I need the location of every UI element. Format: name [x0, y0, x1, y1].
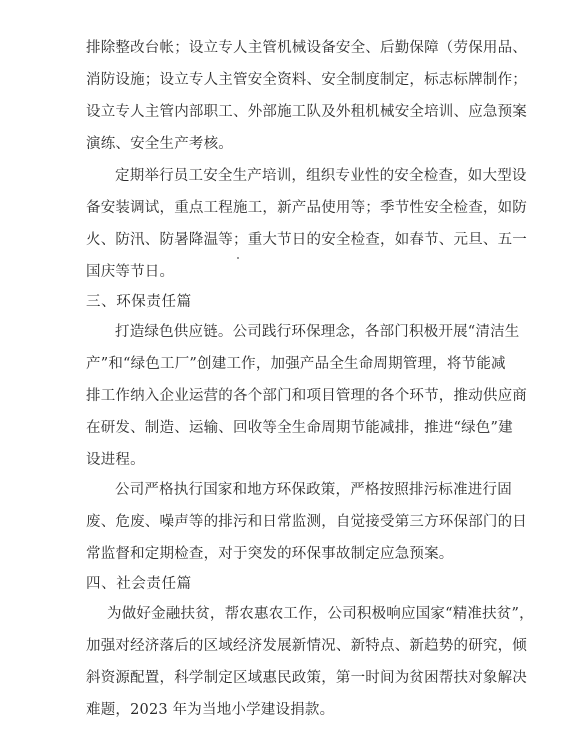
- paragraph-line: 在研发、制造、运输、回收等全生命周期节能减排，推进“绿色”建: [86, 420, 513, 436]
- section-heading: 三、环保责任篇: [86, 294, 192, 310]
- paragraph-line: 备安装调试，重点工程施工，新产品使用等；季节性安全检查，如防: [86, 200, 527, 216]
- paragraph-line: 加强对经济落后的区域经济发展新情况、新特点、新趋势的研究，倾: [86, 638, 527, 654]
- paragraph-line: 火、防汛、防暑降温等；重大节日的安全检查，如春节、元旦、五一: [86, 232, 527, 248]
- paragraph-line: 公司严格执行国家和地方环保政策，严格按照排污标准进行固: [115, 482, 512, 498]
- paragraph-line: 演练、安全生产考核。: [86, 136, 233, 152]
- paragraph-line: 设立专人主管内部职工、外部施工队及外租机械安全培训、应急预案: [86, 104, 527, 120]
- paragraph-line: 难题，2023 年为当地小学建设捐款。: [86, 702, 335, 718]
- paragraph-line: 定期举行员工安全生产培训，组织专业性的安全检查，如大型设: [115, 168, 527, 184]
- paragraph-line: 常监督和定期检查，对于突发的环保事故制定应急预案。: [86, 546, 454, 562]
- paragraph-line: 排工作纳入企业运营的各个部门和项目管理的各个环节，推动供应商: [86, 388, 527, 404]
- paragraph-line: 打造绿色供应链。公司践行环保理念，各部门积极开展“清洁生: [115, 324, 520, 340]
- paragraph-line: 消防设施；设立专人主管安全资料、安全制度制定，标志标牌制作；: [86, 72, 527, 88]
- paragraph-line: 斜资源配置，科学制定区域惠民政策，第一时间为贫困帮扶对象解决: [86, 670, 527, 686]
- paragraph-line: 废、危废、噪声等的排污和日常监测，自觉接受第三方环保部门的日: [86, 514, 527, 530]
- paragraph-line: 国庆等节日。: [86, 264, 175, 280]
- section-heading: 四、社会责任篇: [86, 576, 192, 592]
- paragraph-line: 为做好金融扶贫，帮农惠农工作，公司积极响应国家“精准扶贫”，: [107, 606, 534, 622]
- paragraph-line: 排除整改台帐；设立专人主管机械设备安全、后勤保障（劳保用品、: [86, 40, 527, 56]
- paragraph-line: 产”和“绿色工厂”创建工作，加强产品全生命周期管理，将节能减: [86, 356, 506, 372]
- paragraph-line: 设进程。: [86, 452, 145, 468]
- scan-speck: [237, 257, 239, 259]
